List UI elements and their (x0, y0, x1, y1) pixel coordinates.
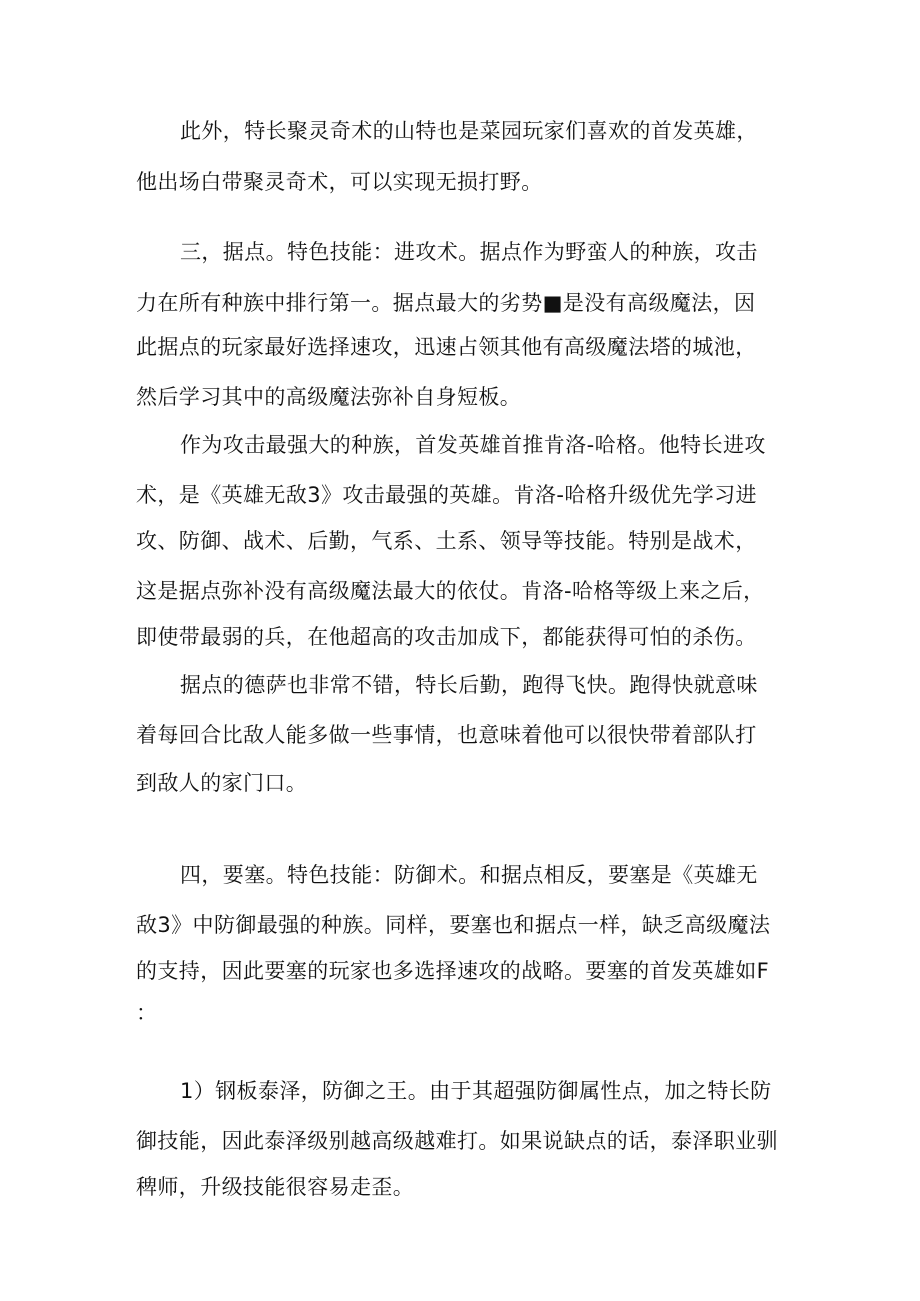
text-line: 他出场白带聚灵奇术，可以实现无损打野。 (136, 170, 543, 194)
text-line: 敌3》中防御最强的种族。同样，要塞也和据点一样，缺乏高级魔法 (136, 913, 771, 937)
text-line: 力在所有种族中排行第一。据点最大的劣势■是没有高级魔法，因 (136, 291, 756, 315)
text-line: ： (136, 1001, 158, 1025)
text-line: 到敌人的家门口。 (136, 771, 308, 795)
text-line: 御技能，因此泰泽级别越高级越难打。如果说缺点的话，泰泽职业驯 (136, 1129, 778, 1153)
text-line: 着每回合比敌人能多做一些事情，也意味着他可以很快带着部队打 (136, 723, 757, 747)
text-line: 术，是《英雄无敌3》攻击最强的英雄。肯洛-哈格升级优先学习进 (136, 483, 757, 507)
text-line: 即使带最弱的兵，在他超高的攻击加成下，都能获得可怕的杀伤。 (136, 625, 757, 649)
text-line: 此外，特长聚灵奇术的山特也是菜园玩家们喜欢的首发英雄， (180, 119, 758, 143)
text-line: 的支持，因此要塞的玩家也多选择速攻的战略。要塞的首发英雄如F (136, 959, 770, 983)
text-line: 此据点的玩家最好选择速攻，迅速占领其他有高级魔法塔的城池， (136, 335, 757, 359)
text-line: 三，据点。特色技能：进攻术。据点作为野蛮人的种族，攻击 (180, 240, 758, 264)
text-line: 四，要塞。特色技能：防御术。和据点相反，要塞是《英雄无 (180, 863, 758, 887)
text-line: 攻、防御、战术、后勤，气系、土系、领导等技能。特别是战术， (136, 529, 757, 553)
text-line: 这是据点弥补没有高级魔法最大的依仗。肯洛-哈格等级上来之后， (136, 579, 765, 603)
text-line: 稗师，升级技能很容易走歪。 (136, 1175, 415, 1199)
text-line: 然后学习其中的高级魔法弥补自身短板。 (136, 385, 522, 409)
text-line: 据点的德萨也非常不错，特长后勤，跑得飞快。跑得快就意味 (180, 673, 758, 697)
text-line: 作为攻击最强大的种族，首发英雄首推肯洛-哈格。他特长进攻 (180, 433, 766, 457)
text-line: 1）钢板泰泽，防御之王。由于其超强防御属性点，加之特长防 (180, 1079, 772, 1103)
